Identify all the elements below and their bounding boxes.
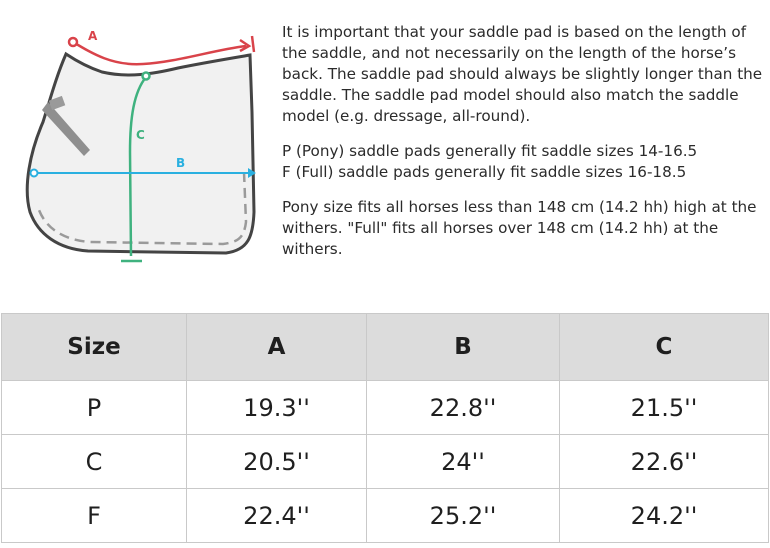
cell-b: 25.2'' xyxy=(367,489,560,543)
measure-c-start xyxy=(143,73,150,80)
info-paragraph-withers: Pony size fits all horses less than 148 cm (14.2 hh) high at the withers. "Full" fits all horses over 148 cm (14.2 hh) at the withers. xyxy=(282,198,757,258)
measure-b-start xyxy=(31,170,38,177)
cell-size: C xyxy=(2,435,187,489)
saddle-pad-diagram xyxy=(18,22,268,272)
info-full-size: F (Full) saddle pads generally fit saddle sizes 16-18.5 xyxy=(282,163,687,181)
label-b: B xyxy=(176,156,186,170)
measure-a-start xyxy=(69,38,77,46)
header-a: A xyxy=(187,314,367,381)
table-header-row xyxy=(2,314,769,381)
label-a: A xyxy=(88,29,98,43)
cell-c: 24.2'' xyxy=(560,489,769,543)
table-row xyxy=(2,435,769,489)
cell-b: 24'' xyxy=(367,435,560,489)
table-row xyxy=(2,489,769,543)
cell-c: 21.5'' xyxy=(560,381,769,435)
cell-a: 20.5'' xyxy=(187,435,367,489)
cell-a: 19.3'' xyxy=(187,381,367,435)
header-b: B xyxy=(367,314,560,381)
header-c: C xyxy=(560,314,769,381)
header-size: Size xyxy=(2,314,187,381)
cell-a: 22.4'' xyxy=(187,489,367,543)
info-paragraph-saddle-length: It is important that your saddle pad is based on the length of the saddle, and not necessarily on the length of the horse’s back. The saddle pad should always be slightly longer than the saddle. The saddle pad model should also match the saddle model (e.g. dressage, all-round). xyxy=(282,23,763,125)
size-table xyxy=(1,313,769,543)
sizing-info xyxy=(282,22,768,274)
info-pony-size: P (Pony) saddle pads generally fit saddle sizes 14-16.5 xyxy=(282,142,698,160)
cell-size: F xyxy=(2,489,187,543)
label-c: C xyxy=(136,128,145,142)
table-row xyxy=(2,381,769,435)
measure-a-end-bar xyxy=(252,36,254,52)
cell-size: P xyxy=(2,381,187,435)
cell-b: 22.8'' xyxy=(367,381,560,435)
cell-c: 22.6'' xyxy=(560,435,769,489)
